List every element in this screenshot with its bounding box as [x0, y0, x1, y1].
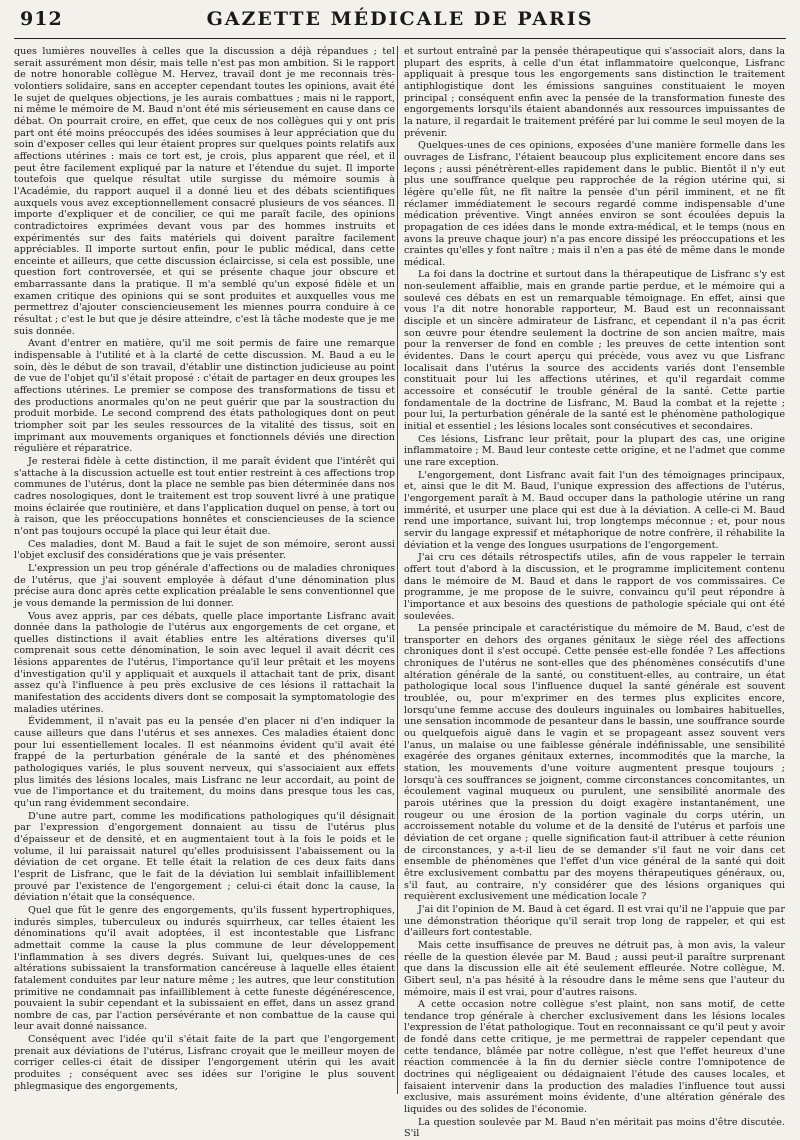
paragraph: A cette occasion notre collègue s'est plaint, non sans motif, de cette tendance trop générale à chercher exclusivement dans les lésions locales l'expression de l'état pathologique. Tout en reconnaissant ce qu'il peut y avoir de fondé dans cette critique, je me permettrai de rappeler cependant que cette tendance, blâmée par notre collègue, n'est que l'effet heureux d'une réaction commencée à la fin du dernier siècle contre l'omnipotence de doctrines qui négligeaient ou dédaignaient l'étude des causes locales, et faisaient intervenir dans la production des maladies l'influence tout aussi exclusive, mais assurément moins évidente, d'une altération générale des liquides ou des solides de l'économie. [404, 999, 785, 1116]
paragraph: L'engorgement, dont Lisfranc avait fait l'un des témoignages principaux, et, ainsi que le dit M. Baud, l'unique expression des affections de l'utérus, l'engorgement paraît à M. Baud occuper dans la pathologie utérine un rang immérité, et usurper une place qui est due à la déviation. A celle-ci M. Baud rend une importance, suivant lui, trop longtemps méconnue ; et, pour nous servir du langage expressif et métaphorique de notre confrère, il réhabilite la déviation et la venge des longues usurpations de l'engorgement. [404, 469, 785, 551]
paragraph: Ces maladies, dont M. Baud a fait le sujet de son mémoire, seront aussi l'objet exclusif des considérations que je vais présenter. [14, 538, 395, 562]
paragraph: Quelques-unes de ces opinions, exposées d'une manière formelle dans les ouvrages de Lisfranc, l'étaient beaucoup plus explicitement encore dans ses leçons ; aussi pénétrèrent-elles rapidement dans le public. Bientôt il n'y eut plus une souffrance quelque peu rapprochée de la région utérine qui, si légère qu'elle fût, ne fît naître la pensée d'un péril imminent, et ne fît réclamer immédiatement le secours regardé comme indispensable d'une médication préventive. Vingt années environ se sont écoulées depuis la propagation de ces idées dans le monde extra-médical, et le temps (nous en avons la preuve chaque jour) n'a pas encore dissipé les préoccupations et les craintes qu'elles y font naître ; mais il n'en a pas été de même dans le monde médical. [404, 140, 785, 268]
right-column [404, 46, 785, 1140]
paragraph: D'une autre part, comme les modifications pathologiques qu'il désignait par l'expression d'engorgement donnaient au tissu de l'utérus plus d'épaisseur et de densité, et en augmentaient tout à la fois le poids et le volume, il lui paraissait naturel qu'elles produisissent l'abaissement ou la déviation de cet organe. Et telle était la relation de ces deux faits dans l'esprit de Lisfranc, que le fait de la déviation lui semblait infailliblement prouvé par l'existence de l'engorgement ; celui-ci était donc la cause, la déviation n'était que la conséquence. [14, 810, 395, 904]
left-column [14, 46, 395, 1094]
header-rule [14, 38, 786, 39]
paragraph: J'ai cru ces détails rétrospectifs utiles, afin de vous rappeler le terrain offert tout d'abord à la discussion, et le programme implicitement contenu dans le mémoire de M. Baud et dans le rapport de vos commissaires. Ce programme, je me propose de le suivre, convaincu qu'il peut répondre à l'importance et aux besoins des questions de pathologie spéciale qui ont été soulevées. [404, 552, 785, 622]
paragraph: Je resterai fidèle à cette distinction, il me paraît évident que l'intérêt qui s'attache à la discussion actuelle est tout entier restreint à ces affections trop communes de l'utérus, dont la place ne semble pas bien déterminée dans nos cadres nosologiques, dont le traitement est trop souvent livré à une pratique moins éclairée que routinière, et dans l'application duquel on pense, à tort ou à raison, que les préoccupations honnêtes et consciencieuses de la science n'ont pas toujours occupé la place qui leur était due. [14, 455, 395, 537]
paragraph: Conséquent avec l'idée qu'il s'était faite de la part que l'engorgement prenait aux déviations de l'utérus, Lisfranc croyait que le meilleur moyen de corriger celles-ci était de dissiper l'engorgement utérin qui les avait produites ; conséquent avec ses idées sur l'origine le plus souvent phlegmasique des engorgements, [14, 1034, 395, 1092]
paragraph: La pensée principale et caractéristique du mémoire de M. Baud, c'est de transporter en dehors des organes génitaux le siège réel des affections chroniques dont il s'est occupé. Cette pensée est-elle fondée ? Les affections chroniques de l'utérus ne sont-elles que des phénomènes consécutifs d'une altération générale de la santé, ou constituent-elles, au contraire, un état pathologique local sous l'influence duquel la santé générale est souvent troublée, ou, pour m'exprimer en des termes plus explicites encore, lorsqu'une femme accuse des douleurs inguinales ou lombaires habituelles, une sensation incommode de pesanteur dans le bassin, une souffrance sourde ou quelquefois aiguë dans le vagin et se propageant assez souvent vers l'anus, un malaise ou une faiblesse générale indéfinissable, une sensibilité exagérée des organes génitaux externes, incommodités que la marche, la station, les mouvements d'une voiture augmentent presque toujours ; lorsqu'à ces souffrances se joignent, comme circonstances concomitantes, un écoulement vaginal muqueux ou purulent, une sensibilité anormale des parois utérines que la pression du doigt exagère instantanément, une rougeur ou une érosion de la portion vaginale du corps utérin, un accroissement notable du volume et de la densité de l'utérus et parfois une déviation de cet organe ; quelle signification faut-il attribuer à cette réunion de circonstances, y a-t-il lieu de se demander s'il faut ne voir dans cet ensemble de phénomènes que l'effet d'un vice général de la santé qui doit être exclusivement combattu par des moyens thérapeutiques généraux, ou, s'il faut, au contraire, n'y considérer que des lésions organiques qui requièrent exclusivement une médication locale ? [404, 623, 785, 903]
paragraph: ques lumières nouvelles à celles que la discussion a déjà répandues ; tel serait assurément mon désir, mais telle n'est pas mon ambition. Si le rapport de notre honorable collègue M. Hervez, travail dont je me reconnais très-volontiers solidaire, sans en accepter cependant toutes les opinions, avait été le sujet de quelques objections, je les aurais combattues ; mais ni le rapport, ni même le mémoire de M. Baud n'ont été mis sérieusement en cause dans ce débat. On pourrait croire, en effet, que ceux de nos collègues qui y ont pris part ont été moins préoccupés des idées soumises à leur appréciation que du soin d'exposer celles qui leur étaient propres sur quelques points relatifs aux affections utérines : mais ce tort est, je crois, plus apparent que réel, et il peut être facilement expliqué par la nature et l'étendue du sujet. Il importe toutefois que quelque résultat utile surgisse du mémoire soumis à l'Académie, du rapport auquel il a donné lieu et des débats scientifiques auxquels vous avez exceptionnellement consacré plusieurs de vos séances. Il importe d'expliquer et de concilier, ce qui me paraît facile, des opinions contradictoires exprimées devant vous par des hommes instruits et expérimentés sur des faits matériels qui doivent paraître facilement appréciables. Il importe surtout enfin, pour le public médical, dans cette enceinte et ailleurs, que cette discussion éclaircisse, si cela est possible, une question fort controversée, et qui se présente chaque jour obscure et embarrassante dans la pratique. Il m'a semblé qu'un exposé fidèle et un examen critique des opinions qui se sont produites et auxquelles vous me permettrez d'ajouter consciencieusement les miennes pourra conduire à ce résultat ; c'est le but que je désire atteindre, c'est là tâche modeste que je me suis donnée. [14, 46, 395, 337]
paragraph: Évidemment, il n'avait pas eu la pensée d'en placer ni d'en indiquer la cause ailleurs que dans l'utérus et ses annexes. Ces maladies étaient donc pour lui essentiellement locales. Il est néanmoins évident qu'il avait été frappé de la perturbation générale de la santé et des phénomènes pathologiques variés, le plus souvent nerveux, qui s'associaient aux effets plus limités des lésions locales, mais Lisfranc ne leur accordait, au point de vue de l'importance et du traitement, du moins dans presque tous les cas, qu'un rang évidemment secondaire. [14, 716, 395, 809]
paragraph: et surtout entraîné par la pensée thérapeutique qui s'associait alors, dans la plupart des esprits, à celle d'un état inflammatoire quelconque, Lisfranc appliquait à presque tous les engorgements sans distinction le traitement antiphlogistique dont les émissions sanguines constituaient le moyen principal ; conséquent enfin avec la pensée de la transformation funeste des engorgements lorsqu'ils étaient abandonnés aux ressources impuissantes de la nature, il regardait le traitement préféré par lui comme le seul moyen de la prévenir. [404, 46, 785, 139]
paragraph: L'expression un peu trop générale d'affections ou de maladies chroniques de l'utérus, que j'ai souvent employée à défaut d'une dénomination plus précise aura donc après cette explication préalable le sens conventionnel que je vous demande la permission de lui donner. [14, 562, 395, 609]
paragraph: Avant d'entrer en matière, qu'il me soit permis de faire une remarque indispensable à l'utilité et à la clarté de cette discussion. M. Baud a eu le soin, dès le début de son travail, d'établir une distinction judicieuse au point de vue de l'objet qu'il s'était proposé : c'était de partager en deux groupes les affections utérines. Le premier se compose des transformations de tissu et des productions anormales qu'on ne peut guérir que par la soustraction du produit morbide. Le second comprend des états pathologiques dont on peut triompher soit par les seules ressources de la vitalité des tissus, soit en imprimant aux mouvements organiques et fonctionnels déviés une direction régulière et réparatrice. [14, 338, 395, 455]
paragraph: Vous avez appris, par ces débats, quelle place importante Lisfranc avait donnée dans la pathologie de l'utérus aux engorgements de cet organe, et quelles distinctions il avait établies entre les altérations diverses qu'il comprenait sous cette dénomination, le soin avec lequel il avait décrit ces lésions apparentes de l'utérus, l'importance qu'il leur prêtait et les moyens d'investigation qu'il y appliquait et auxquels il attachait tant de prix, disant assez qu'à l'influence à peu près exclusive de ces lésions il rattachait la manifestation des accidents divers dont se composait la symptomatologie des maladies utérines. [14, 610, 395, 715]
paragraph: Mais cette insuffisance de preuves ne détruit pas, à mon avis, la valeur réelle de la question élevée par M. Baud ; aussi peut-il paraître surprenant que dans la discussion elle ait été seulement effleurée. Notre collègue, M. Gibert seul, n'a pas hésité à la résoudre dans le même sens que l'auteur du mémoire, mais il est vrai, pour d'autres raisons. [404, 939, 785, 998]
paragraph: Ces lésions, Lisfranc leur prêtait, pour la plupart des cas, une origine inflammatoire ; M. Baud leur conteste cette origine, et ne l'admet que comme une rare exception. [404, 433, 785, 468]
page-header [14, 6, 786, 36]
page-number: 912 [20, 8, 63, 30]
journal-title: GAZETTE MÉDICALE DE PARIS [206, 8, 594, 30]
paragraph: La question soulevée par M. Baud n'en méritait pas moins d'être discutée. S'il [404, 1116, 785, 1140]
paragraph: Quel que fût le genre des engorgements, qu'ils fussent hypertrophiques, indurés simples, tuberculeux ou indurés squirrheux, car telles étaient les dénominations qu'il avait adoptées, il est incontestable que Lisfranc admettait comme la cause la plus commune de leur développement l'inflammation à ses divers degrés. Suivant lui, quelques-unes de ces altérations subissaient la transformation cancéreuse à laquelle elles étaient fatalement conduites par leur nature même ; les autres, que leur constitution primitive ne condamnait pas infailliblement à cette funeste dégénérescence, pouvaient la subir cependant et la subissaient en effet, dans un assez grand nombre de cas, par l'action persévérante et non combattue de la cause qui leur avait donné naissance. [14, 904, 395, 1033]
column-divider [397, 46, 398, 1094]
paragraph: J'ai dit l'opinion de M. Baud à cet égard. Il est vrai qu'il ne l'appuie que par une démonstration théorique qu'il serait trop long de rappeler, et qui est d'ailleurs fort contestable. [404, 903, 785, 939]
paragraph: La foi dans la doctrine et surtout dans la thérapeutique de Lisfranc s'y est non-seulement affaiblie, mais en grande partie perdue, et le mémoire qui a soulevé ces débats en est un remarquable témoignage. En effet, ainsi que vous l'a dit notre honorable rapporteur, M. Baud est un reconnaissant disciple et un sincère admirateur de Lisfranc, et cependant il n'a pas écrit son œuvre pour étendre seulement la doctrine de son ancien maître, mais pour la renverser de fond en comble ; les preuves de cette intention sont évidentes. Dans le court aperçu qui précède, vous avez vu que Lisfranc localisait dans l'utérus la source des accidents variés dont l'ensemble constituait pour lui les affections utérines, et qu'il regardait comme accessoire et consécutif le trouble général de la santé. Cette partie fondamentale de la doctrine de Lisfranc, M. Baud la combat et la rejette ; pour lui, la perturbation générale de la santé est le phénomène pathologique initial et essentiel ; les lésions locales sont consécutives et secondaires. [404, 269, 785, 432]
